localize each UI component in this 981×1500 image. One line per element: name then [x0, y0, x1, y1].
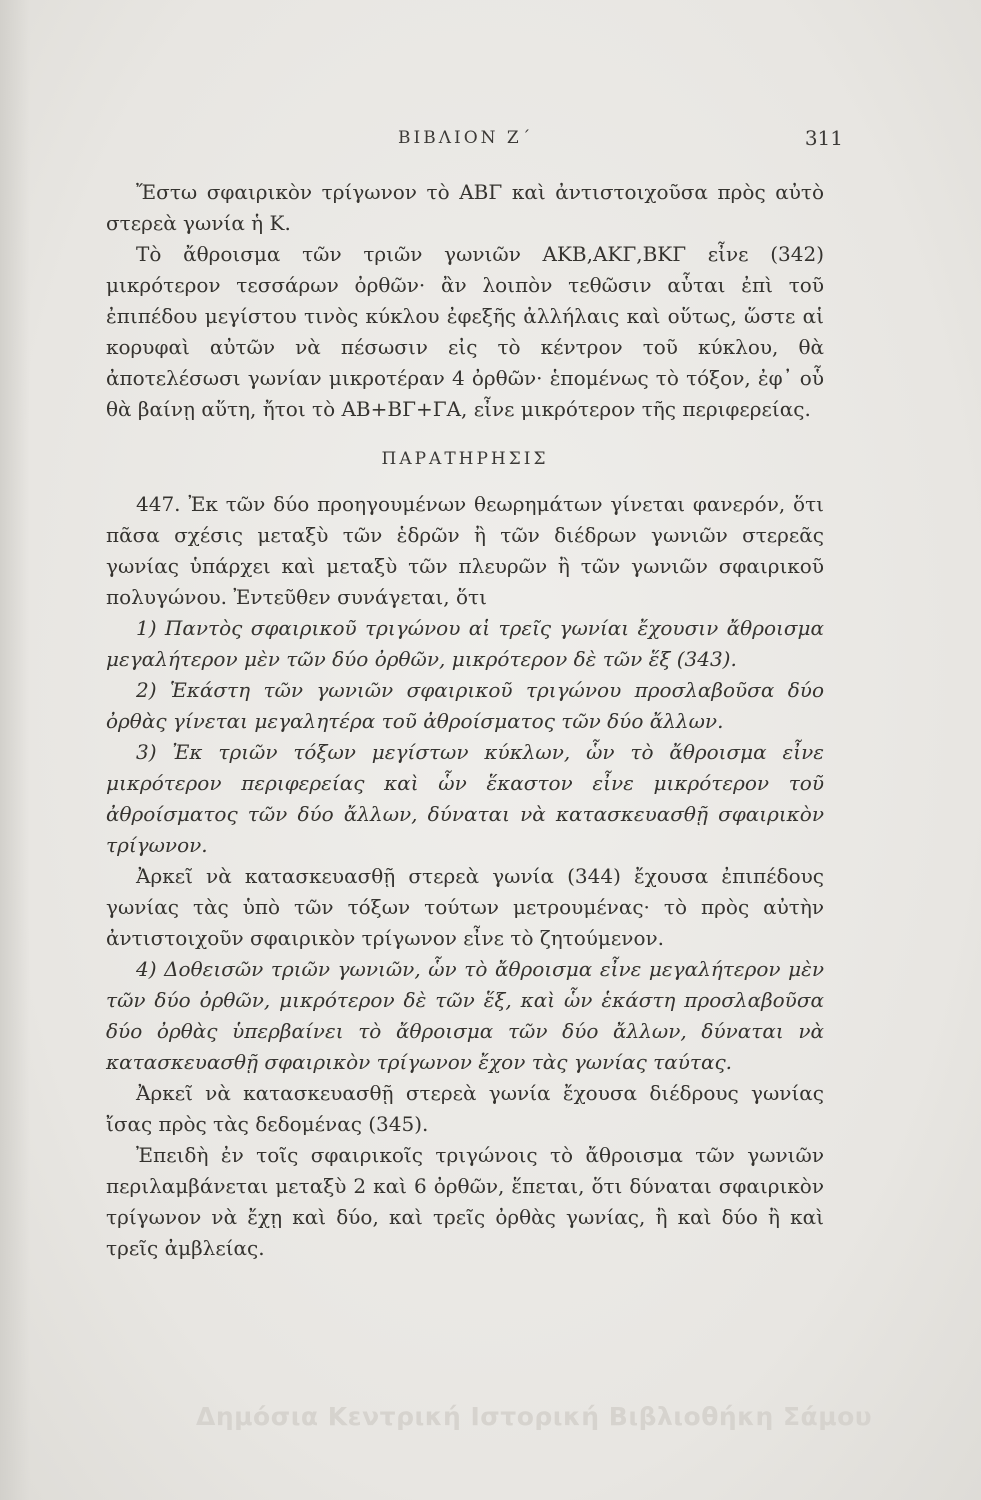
- page-number: 311: [804, 126, 843, 150]
- page-body: [106, 177, 824, 1264]
- corollary-4-note: Ἀρκεῖ νὰ κατασκευασθῇ στερεὰ γωνία ἔχουσα διέδρους γωνίας ἴσας πρὸς τὰς δεδομένας (345).: [106, 1081, 824, 1136]
- corollary-1: 1) Παντὸς σφαιρικοῦ τριγώνου αἱ τρεῖς γωνίαι ἔχουσιν ἄθροισμα μεγαλήτερον μὲν τῶν δύο ὀρθῶν, μικρότερον δὲ τῶν ἕξ (343).: [106, 616, 824, 671]
- section-heading-remark: ΠΑΡΑΤΗΡΗΣΙΣ: [381, 449, 549, 469]
- corollary-3: 3) Ἐκ τριῶν τόξων μεγίστων κύκλων, ὧν τὸ ἄθροισμα εἶνε μικρότερον περιφερείας καὶ ὧν ἕκαστον εἶνε μικρότερον τοῦ ἀθροίσματος τῶν δύο ἄλλων, δύναται νὰ κατασκευασθῇ σφαιρικὸν τρίγωνον.: [106, 740, 824, 857]
- paragraph-447: 447. Ἐκ τῶν δύο προηγουμένων θεωρημάτων γίνεται φανερόν, ὅτι πᾶσα σχέσις μεταξὺ τῶν ἑδρῶν ἢ τῶν διέδρων γωνιῶν στερεᾶς γωνίας ὑπάρχει καὶ μεταξὺ τῶν πλευρῶν ἢ τῶν γωνιῶν σφαιρικοῦ πολυγώνου. Ἐντεῦθεν συνάγεται, ὅτι: [106, 492, 824, 609]
- corollary-4: 4) Δοθεισῶν τριῶν γωνιῶν, ὧν τὸ ἄθροισμα εἶνε μεγαλήτερον μὲν τῶν δύο ὀρθῶν, μικρότερον δὲ τῶν ἕξ, καὶ ὧν ἑκάστη προσλαβοῦσα δύο ὀρθὰς ὑπερβαίνει τὸ ἄθροισμα τῶν δύο ἄλλων, δύναται νὰ κατασκευασθῇ σφαιρικὸν τρίγωνον ἔχον τὰς γωνίας ταύτας.: [106, 957, 824, 1074]
- paragraph-angle-sum-proof: Τὸ ἄθροισμα τῶν τριῶν γωνιῶν ΑΚΒ,ΑΚΓ,ΒΚΓ εἶνε (342) μικρότερον τεσσάρων ὀρθῶν· ἂν λοιπὸν τεθῶσιν αὗται ἐπὶ τοῦ ἐπιπέδου μεγίστου τινὸς κύκλου ἐφεξῆς ἀλλήλαις καὶ οὕτως, ὥστε αἱ κορυφαὶ αὐτῶν νὰ πέσωσιν εἰς τὸ κέντρον τοῦ κύκλου, θὰ ἀποτελέσωσι γωνίαν μικροτέραν 4 ὀρθῶν· ἑπομένως τὸ τόξον, ἐφ᾽ οὗ θὰ βαίνῃ αὕτη, ἤτοι τὸ ΑΒ+ΒΓ+ΓΑ, εἶνε μικρότερον τῆς περιφερείας.: [106, 242, 824, 421]
- corollary-2: 2) Ἑκάστη τῶν γωνιῶν σφαιρικοῦ τριγώνου προσλαβοῦσα δύο ὀρθὰς γίνεται μεγαλητέρα τοῦ ἀθροίσματος τῶν δύο ἄλλων.: [106, 678, 824, 733]
- page-header: [0, 128, 981, 158]
- paragraph-final: Ἐπειδὴ ἐν τοῖς σφαιρικοῖς τριγώνοις τὸ ἄθροισμα τῶν γωνιῶν περιλαμβάνεται μεταξὺ 2 καὶ 6 ὀρθῶν, ἕπεται, ὅτι δύναται σφαιρικὸν τρίγωνον νὰ ἔχῃ καὶ δύο, καὶ τρεῖς ὀρθὰς γωνίας, ἢ καὶ δύο ἢ καὶ τρεῖς ἀμβλείας.: [106, 1143, 824, 1260]
- running-head: ΒΙΒΛΙΟΝ Ζ΄: [398, 128, 534, 148]
- library-watermark: Δημόσια Κεντρική Ιστορική Βιβλιοθήκη Σάμου: [196, 1402, 873, 1431]
- paragraph-triangle-definition: Ἔστω σφαιρικὸν τρίγωνον τὸ ΑΒΓ καὶ ἀντιστοιχοῦσα πρὸς αὐτὸ στερεὰ γωνία ἡ Κ.: [106, 180, 824, 235]
- page-edge-shadow: [0, 0, 30, 1500]
- corollary-3-note: Ἀρκεῖ νὰ κατασκευασθῇ στερεὰ γωνία (344) ἔχουσα ἐπιπέδους γωνίας τὰς ὑπὸ τῶν τόξων τούτων μετρουμένας· τὸ πρὸς αὐτὴν ἀντιστοιχοῦν σφαιρικὸν τρίγωνον εἶνε τὸ ζητούμενον.: [106, 864, 824, 950]
